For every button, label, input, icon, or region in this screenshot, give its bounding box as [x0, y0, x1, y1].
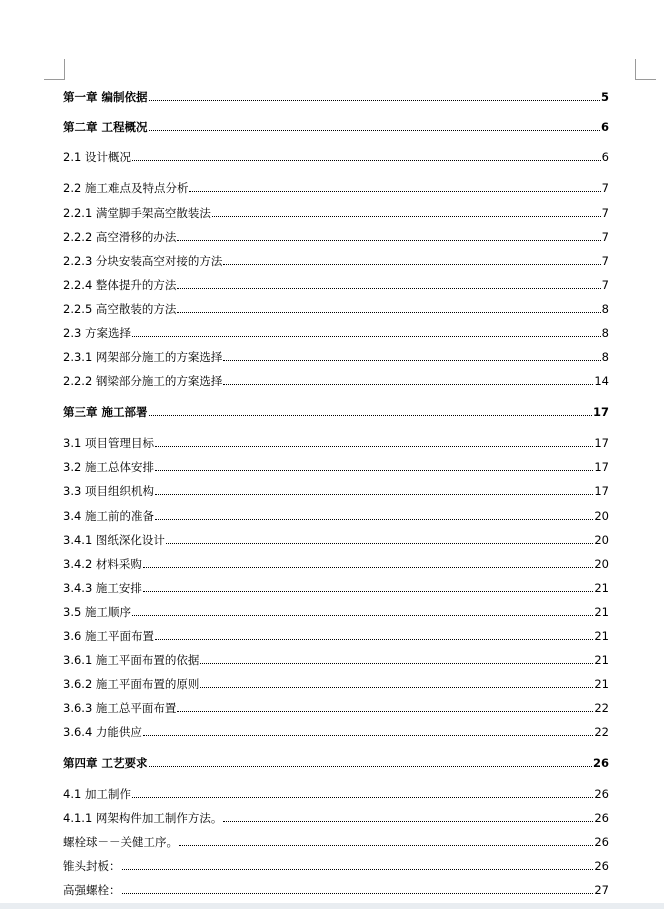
toc-page-number: 7: [601, 278, 609, 292]
toc-entry-title: 3.3 项目组织机构: [63, 484, 154, 498]
toc-page-number: 20: [594, 509, 609, 523]
toc-page-number: 17: [594, 484, 609, 498]
toc-entry-title: 锥头封板：: [63, 859, 121, 873]
toc-entry[interactable]: [63, 651, 609, 667]
toc-entry[interactable]: [63, 833, 609, 849]
toc-entry[interactable]: [63, 785, 609, 801]
toc-entry-title: 第一章 编制依据: [63, 90, 148, 104]
toc-chapter-entry[interactable]: [63, 88, 609, 104]
toc-dot-leader: [189, 191, 600, 192]
toc-entry-title: 3.6 施工平面布置: [63, 629, 154, 643]
toc-page-number: 20: [594, 533, 609, 547]
toc-entry[interactable]: [63, 434, 609, 450]
toc-entry[interactable]: [63, 555, 609, 571]
toc-entry-title: 3.6.1 施工平面布置的依据: [63, 653, 200, 667]
toc-dot-leader: [149, 415, 592, 416]
toc-entry[interactable]: [63, 148, 609, 164]
toc-entry-title: 2.2.2 钢梁部分施工的方案选择: [63, 374, 223, 388]
toc-page-number: 6: [600, 120, 609, 134]
toc-entry[interactable]: [63, 675, 609, 691]
toc-entry[interactable]: [63, 627, 609, 643]
toc-dot-leader: [155, 494, 593, 495]
toc-dot-leader: [132, 160, 601, 161]
toc-dot-leader: [200, 687, 593, 688]
toc-entry[interactable]: [63, 458, 609, 474]
toc-entry[interactable]: [63, 204, 609, 220]
toc-dot-leader: [149, 130, 600, 131]
toc-entry[interactable]: [63, 348, 609, 364]
toc-entry[interactable]: [63, 252, 609, 268]
toc-page-number: 21: [594, 629, 609, 643]
toc-page-number: 20: [594, 557, 609, 571]
toc-entry[interactable]: [63, 482, 609, 498]
crop-mark-top-left: [44, 59, 65, 80]
toc-entry-title: 3.6.4 力能供应: [63, 725, 142, 739]
window-bottom-edge: [0, 903, 664, 909]
toc-page-number: 26: [594, 811, 609, 825]
toc-entry[interactable]: [63, 228, 609, 244]
toc-dot-leader: [122, 893, 594, 894]
toc-dot-leader: [155, 519, 593, 520]
toc-entry-title: 2.2.2 高空滑移的办法: [63, 230, 177, 244]
toc-entry-title: 第四章 工艺要求: [63, 756, 148, 770]
toc-entry-title: 2.2.4 整体提升的方法: [63, 278, 177, 292]
toc-page-number: 8: [601, 350, 609, 364]
toc-page-number: 7: [601, 181, 609, 195]
toc-entry[interactable]: [63, 603, 609, 619]
toc-entry-title: 3.2 施工总体安排: [63, 460, 154, 474]
toc-page-number: 7: [601, 254, 609, 268]
toc-dot-leader: [212, 216, 601, 217]
toc-page-number: 7: [601, 230, 609, 244]
toc-chapter-entry[interactable]: [63, 118, 609, 134]
toc-dot-leader: [132, 797, 593, 798]
toc-entry-title: 第三章 施工部署: [63, 405, 148, 419]
toc-dot-leader: [177, 240, 600, 241]
toc-dot-leader: [155, 446, 593, 447]
toc-page-number: 17: [594, 436, 609, 450]
toc-entry-title: 2.2.5 高空散装的方法: [63, 302, 177, 316]
toc-entry[interactable]: [63, 881, 609, 897]
crop-mark-top-right: [635, 59, 656, 80]
toc-dot-leader: [122, 869, 594, 870]
toc-entry-title: 第二章 工程概况: [63, 120, 148, 134]
toc-entry-title: 3.4.3 施工安排: [63, 581, 142, 595]
toc-page-number: 26: [592, 756, 609, 770]
toc-entry-title: 螺栓球－－关健工序。: [63, 835, 178, 849]
toc-dot-leader: [177, 288, 600, 289]
toc-entry-title: 3.4 施工前的准备: [63, 509, 154, 523]
toc-page-number: 17: [592, 405, 609, 419]
toc-page-number: 21: [594, 605, 609, 619]
toc-dot-leader: [177, 711, 593, 712]
toc-entry-title: 4.1 加工制作: [63, 787, 131, 801]
toc-entry[interactable]: [63, 372, 609, 388]
toc-entry[interactable]: [63, 324, 609, 340]
toc-dot-leader: [223, 360, 600, 361]
toc-page-number: 5: [600, 90, 609, 104]
toc-entry-title: 2.3.1 网架部分施工的方案选择: [63, 350, 223, 364]
toc-entry-title: 3.6.2 施工平面布置的原则: [63, 677, 200, 691]
toc-entry-title: 2.2.1 满堂脚手架高空散装法: [63, 206, 211, 220]
toc-dot-leader: [143, 591, 593, 592]
toc-page-number: 22: [594, 725, 609, 739]
toc-entry-title: 2.2 施工难点及特点分析: [63, 181, 189, 195]
toc-entry[interactable]: [63, 857, 609, 873]
toc-dot-leader: [155, 639, 593, 640]
toc-dot-leader: [223, 384, 593, 385]
toc-dot-leader: [179, 845, 593, 846]
toc-entry[interactable]: [63, 699, 609, 715]
toc-page-number: 21: [594, 677, 609, 691]
toc-page-number: 14: [594, 374, 609, 388]
toc-entry[interactable]: [63, 579, 609, 595]
toc-chapter-entry[interactable]: [63, 403, 609, 419]
toc-dot-leader: [143, 567, 593, 568]
toc-page-number: 8: [601, 302, 609, 316]
toc-page-number: 27: [594, 883, 609, 897]
toc-dot-leader: [200, 663, 593, 664]
toc-entry[interactable]: [63, 507, 609, 523]
toc-entry-title: 2.2.3 分块安装高空对接的方法: [63, 254, 223, 268]
toc-dot-leader: [149, 766, 592, 767]
toc-page-number: 26: [594, 787, 609, 801]
toc-entry[interactable]: [63, 276, 609, 292]
toc-entry-title: 3.4.2 材料采购: [63, 557, 142, 571]
toc-page-number: 26: [594, 835, 609, 849]
toc-chapter-entry[interactable]: [63, 754, 609, 770]
toc-dot-leader: [143, 735, 593, 736]
toc-dot-leader: [223, 264, 600, 265]
toc-entry-title: 高强螺栓：: [63, 883, 121, 897]
toc-entry-title: 3.4.1 图纸深化设计: [63, 533, 165, 547]
toc-dot-leader: [155, 470, 593, 471]
toc-page-number: 26: [594, 859, 609, 873]
toc-entry-title: 3.1 项目管理目标: [63, 436, 154, 450]
toc-page-number: 7: [601, 206, 609, 220]
toc-page-number: 21: [594, 581, 609, 595]
toc-entry[interactable]: [63, 723, 609, 739]
toc-dot-leader: [177, 312, 600, 313]
toc-page-number: 6: [601, 150, 609, 164]
toc-dot-leader: [132, 336, 601, 337]
toc-page-number: 22: [594, 701, 609, 715]
toc-dot-leader: [166, 543, 593, 544]
toc-page-number: 21: [594, 653, 609, 667]
toc-entry-title: 3.6.3 施工总平面布置: [63, 701, 177, 715]
toc-entry[interactable]: [63, 809, 609, 825]
toc-entry-title: 3.5 施工顺序: [63, 605, 131, 619]
toc-entry[interactable]: [63, 531, 609, 547]
toc-entry-title: 4.1.1 网架构件加工制作方法。: [63, 811, 223, 825]
toc-entry-title: 2.1 设计概况: [63, 150, 131, 164]
toc-entry[interactable]: [63, 300, 609, 316]
toc-dot-leader: [149, 100, 600, 101]
toc-dot-leader: [223, 821, 593, 822]
toc-entry[interactable]: [63, 179, 609, 195]
toc-page-number: 17: [594, 460, 609, 474]
toc-dot-leader: [132, 615, 593, 616]
toc-page-number: 8: [601, 326, 609, 340]
toc-entry-title: 2.3 方案选择: [63, 326, 131, 340]
